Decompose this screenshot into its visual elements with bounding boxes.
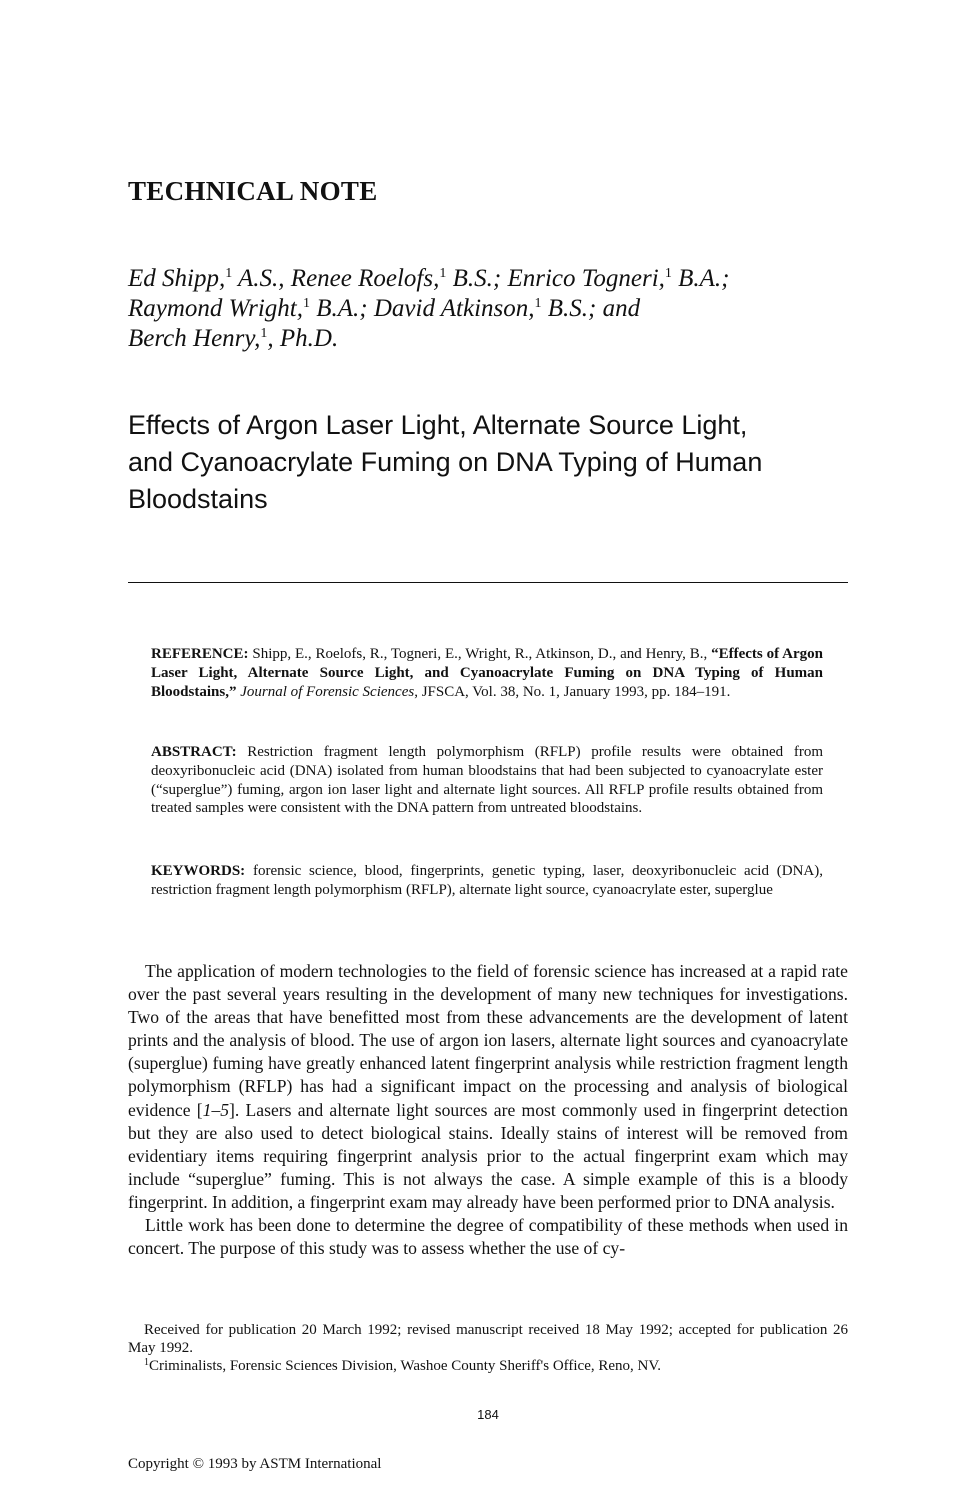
journal-name: Journal of Forensic Sciences [240, 683, 415, 700]
page-number: 184 [477, 1407, 499, 1422]
keywords-block [151, 862, 823, 900]
abstract-label: ABSTRACT: [151, 744, 237, 760]
reference-title: “Effects of Argon Laser Light, Alternate Source Light, and Cyanoacrylate Fuming on DNA Typing of Human Bloodstains,” [151, 646, 823, 700]
affiliation-note: $^1$Criminalists, Forensic Sciences Division, Washoe County Sheriff's Office, Reno, NV. [144, 1357, 662, 1374]
copyright-notice: Copyright © 1993 by ASTM International [128, 1456, 382, 1472]
reference-label: REFERENCE: [151, 646, 249, 662]
abstract-block [151, 743, 823, 818]
author: Renee Roelofs,$^1$ B.S.; [290, 265, 508, 292]
title-line: Bloodstains [128, 484, 268, 514]
body-text [128, 960, 848, 1260]
keywords-text: forensic science, blood, fingerprints, genetic typing, laser, deoxyribonucleic acid (DNA), restriction fragment length polymorphism (RFLP), alternate light source, cyanoacrylate ester, superglue [151, 863, 823, 898]
author: Berch Henry,$^1$, Ph.D. [128, 325, 339, 352]
citation: 1–5 [202, 1099, 230, 1120]
author: David Atkinson,$^1$ B.S.; and [373, 295, 641, 322]
section-label: TECHNICAL NOTE [128, 176, 378, 206]
paragraph: Little work has been done to determine the degree of compatibility of these methods when used in concert. The purpose of this study was to assess whether the use of cy- [128, 1215, 848, 1259]
paragraph: The application of modern technologies to the field of forensic science has increased at a rapid rate over the past several years resulting in the development of many new techniques for investigations. Two of the areas that have benefitted most from these advancements are the development of latent prints and the analysis of blood. The use of argon ion lasers, alternate light sources and cyanoacrylate (superglue) fuming have greatly enhanced latent fingerprint analysis while restriction fragment length polymorphism (RFLP) has had a significant impact on the processing and analysis of biological evidence [1–5]. Lasers and alternate light sources are most commonly used in fingerprint detection but they are also used to detect biological stains. Ideally stains of interest will be removed from evidentiary items requiring fingerprint analysis prior to the actual fingerprint exam which may include “superglue” fuming. This is not always the case. A simple example of this is a bloody fingerprint. In addition, a fingerprint exam may already have been performed prior to DNA analysis. [128, 961, 848, 1212]
received-note: Received for publication 20 March 1992; revised manuscript received 18 May 1992; accepted for publication 26 May 1992. [128, 1322, 848, 1356]
author-list [128, 264, 858, 354]
abstract-text: Restriction fragment length polymorphism (RFLP) profile results were obtained from deoxyribonucleic acid (DNA) isolated from human bloodstains that had been subjected to cyanoacrylate ester (“superglue”) fuming, argon ion laser light and alternate light sources. All RFLP profile results obtained from treated samples were consistent with the DNA pattern from untreated bloodstains. [151, 744, 823, 817]
title-line: Effects of Argon Laser Light, Alternate Source Light, [128, 410, 748, 440]
title-line: and Cyanoacrylate Fuming on DNA Typing of Human [128, 447, 763, 477]
article-title [128, 407, 848, 518]
author: Ed Shipp,$^1$ A.S., [128, 265, 291, 292]
footnotes [128, 1321, 848, 1375]
reference-block: REFERENCE: Shipp, E., Roelofs, R., Togneri, E., Wright, R., Atkinson, D., and Henry, B., “Effects of Argon Laser Light, Alternate Source Light, and Cyanoacrylate Fuming on DNA Typing of Human Bloodstains,” Journal of Forensic Sciences, JFSCA, Vol. 38, No. 1, January 1993, pp. 184–191. [151, 646, 823, 700]
author: Enrico Togneri,$^1$ B.A.; [507, 265, 730, 292]
keywords-label: KEYWORDS: [151, 863, 246, 879]
author: Raymond Wright,$^1$ B.A.; [128, 295, 374, 322]
title-divider [128, 582, 848, 583]
